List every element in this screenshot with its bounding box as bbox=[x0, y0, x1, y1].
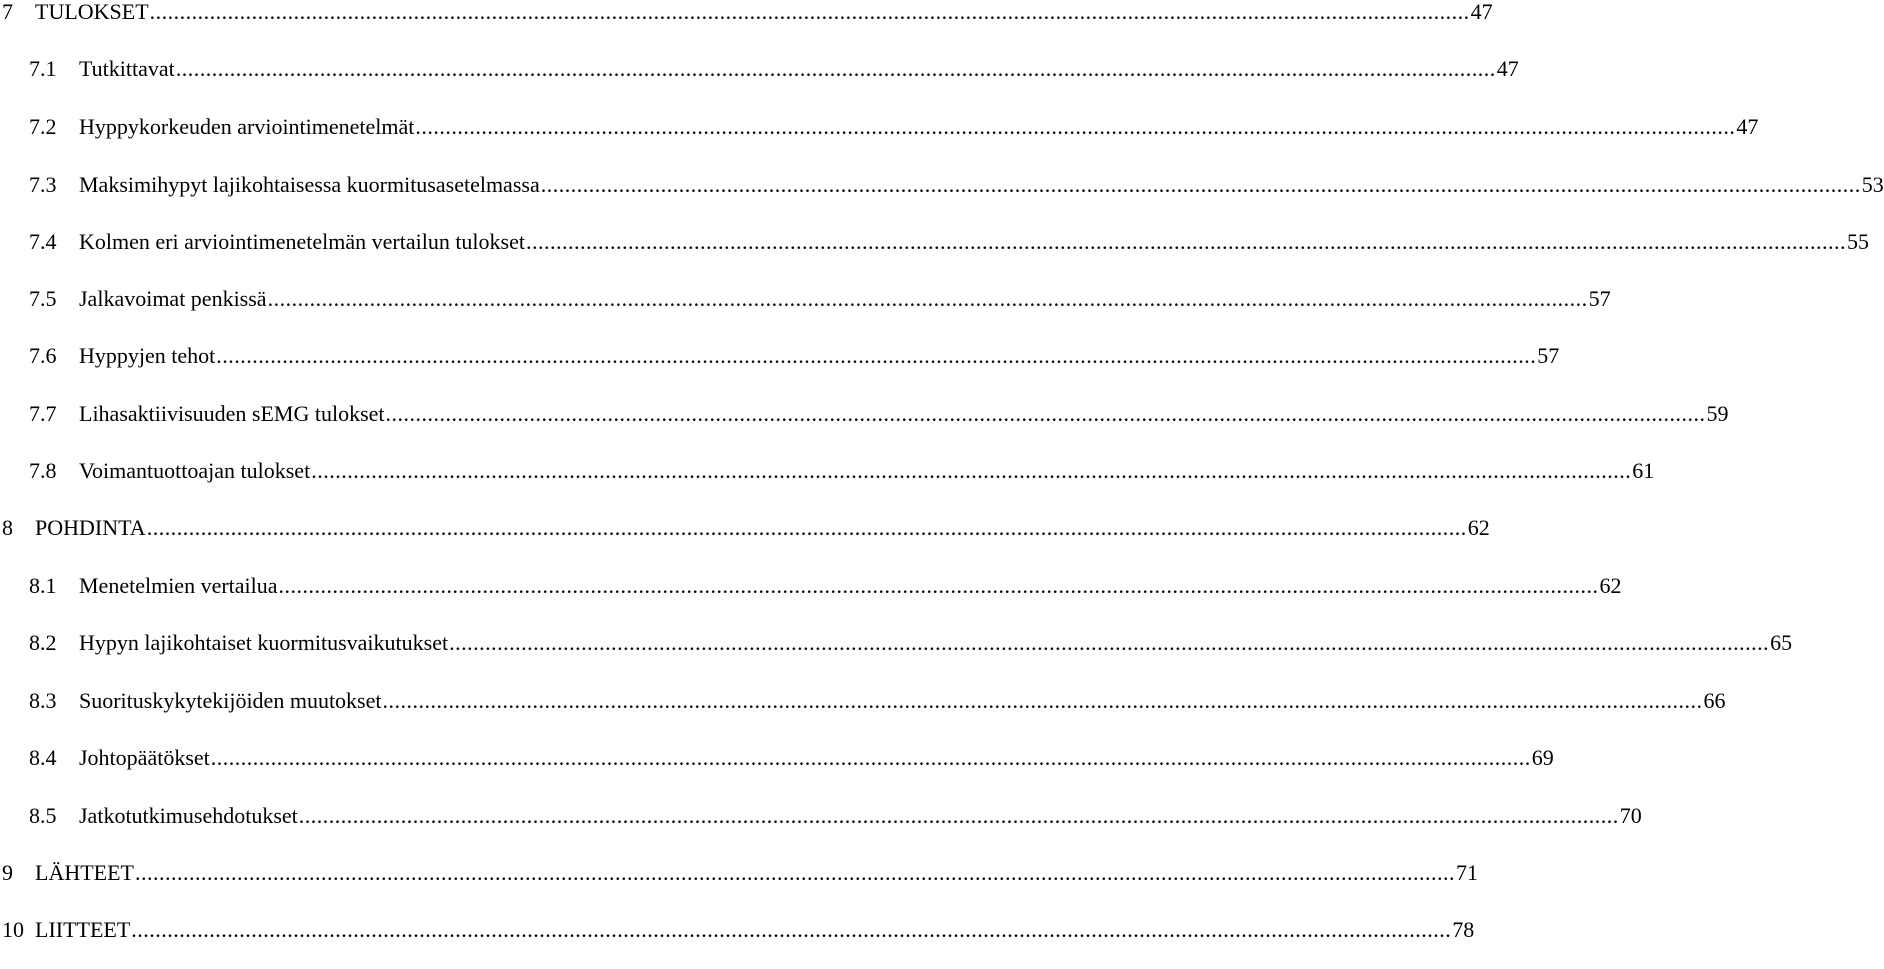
toc-entry-page: 59 bbox=[1706, 401, 1729, 426]
dot-leader: ............................................................................................................................................................................................................................ bbox=[131, 917, 1452, 942]
toc-entry-number: 7.2 bbox=[29, 114, 57, 139]
toc-entry-title: POHDINTA bbox=[35, 515, 146, 540]
toc-entry-page: 69 bbox=[1531, 745, 1554, 770]
toc-entry-page: 53 bbox=[1861, 172, 1884, 197]
toc-entry-page: 47 bbox=[1496, 56, 1519, 81]
toc-entry-number: 8.2 bbox=[29, 630, 57, 655]
toc-entry-title: Lihasaktiivisuuden sEMG tulokset bbox=[79, 401, 385, 426]
toc-entry-7-8[interactable] bbox=[0, 456, 1655, 486]
toc-entry-number: 8 bbox=[2, 515, 13, 540]
dot-leader: ............................................................................................................................................................................................................................ bbox=[134, 860, 1455, 885]
toc-entry-title: Suorituskykytekijöiden muutokset bbox=[79, 688, 382, 713]
dot-leader: ............................................................................................................................................................................................................................ bbox=[415, 114, 1736, 139]
toc-entry-number: 10 bbox=[2, 917, 24, 942]
toc-entry-number: 7.7 bbox=[29, 401, 57, 426]
toc-entry-title: Kolmen eri arviointimenetelmän vertailun tulokset bbox=[79, 229, 525, 254]
toc-entry-title: LIITTEET bbox=[35, 917, 131, 942]
toc-entry-8-2[interactable] bbox=[0, 628, 1793, 658]
toc-entry-number: 7.3 bbox=[29, 172, 57, 197]
toc-entry-title: Menetelmien vertailua bbox=[79, 573, 278, 598]
toc-entry-8-5[interactable] bbox=[0, 801, 1642, 831]
toc-entry-title: Tutkittavat bbox=[79, 56, 175, 81]
toc-entry-8-4[interactable] bbox=[0, 743, 1554, 773]
toc-entry-7-5[interactable] bbox=[0, 284, 1611, 314]
toc-entry-page: 62 bbox=[1467, 515, 1490, 540]
toc-entry-page: 70 bbox=[1619, 803, 1642, 828]
toc-entry-page: 55 bbox=[1846, 229, 1869, 254]
toc-entry-page: 57 bbox=[1588, 286, 1611, 311]
dot-leader: ............................................................................................................................................................................................................................ bbox=[311, 458, 1632, 483]
toc-entry-7-4[interactable] bbox=[0, 227, 1869, 257]
dot-leader: ............................................................................................................................................................................................................................ bbox=[525, 229, 1846, 254]
dot-leader: ............................................................................................................................................................................................................................ bbox=[449, 630, 1770, 655]
toc-entry-title: Jalkavoimat penkissä bbox=[79, 286, 267, 311]
toc-entry-number: 8.4 bbox=[29, 745, 57, 770]
toc-entry-number: 7.1 bbox=[29, 56, 57, 81]
toc-entry-title: Jatkotutkimusehdotukset bbox=[79, 803, 298, 828]
toc-entry-number: 8.5 bbox=[29, 803, 57, 828]
toc-entry-10[interactable] bbox=[0, 915, 1475, 945]
toc-entry-title: Johtopäätökset bbox=[79, 745, 210, 770]
dot-leader: ............................................................................................................................................................................................................................ bbox=[149, 0, 1470, 24]
toc-entry-title: TULOKSET bbox=[35, 0, 149, 24]
toc-entry-number: 7.8 bbox=[29, 458, 57, 483]
dot-leader: ............................................................................................................................................................................................................................ bbox=[146, 515, 1467, 540]
toc-entry-page: 62 bbox=[1599, 573, 1622, 598]
toc-entry-7-1[interactable] bbox=[0, 54, 1519, 84]
dot-leader: ............................................................................................................................................................................................................................ bbox=[278, 573, 1599, 598]
toc-entry-9[interactable] bbox=[0, 858, 1478, 888]
toc-entry-page: 47 bbox=[1736, 114, 1759, 139]
toc-entry-number: 9 bbox=[2, 860, 13, 885]
toc-entry-page: 65 bbox=[1770, 630, 1793, 655]
dot-leader: ............................................................................................................................................................................................................................ bbox=[267, 286, 1588, 311]
toc-entry-page: 78 bbox=[1452, 917, 1475, 942]
dot-leader: ............................................................................................................................................................................................................................ bbox=[298, 803, 1619, 828]
toc-entry-number: 7.5 bbox=[29, 286, 57, 311]
dot-leader: ............................................................................................................................................................................................................................ bbox=[216, 343, 1537, 368]
toc-entry-number: 8.1 bbox=[29, 573, 57, 598]
toc-entry-number: 7.6 bbox=[29, 343, 57, 368]
toc-entry-8-3[interactable] bbox=[0, 686, 1726, 716]
toc-entry-7[interactable] bbox=[0, 0, 1493, 27]
toc-entry-7-6[interactable] bbox=[0, 341, 1560, 371]
toc-entry-7-7[interactable] bbox=[0, 399, 1729, 429]
toc-entry-page: 57 bbox=[1537, 343, 1560, 368]
toc-entry-number: 8.3 bbox=[29, 688, 57, 713]
toc-entry-title: Hyppykorkeuden arviointimenetelmät bbox=[79, 114, 415, 139]
toc-entry-title: Maksimihypyt lajikohtaisessa kuormitusasetelmassa bbox=[79, 172, 540, 197]
toc-entry-page: 61 bbox=[1632, 458, 1655, 483]
dot-leader: ............................................................................................................................................................................................................................ bbox=[175, 56, 1496, 81]
toc-entry-number: 7.4 bbox=[29, 229, 57, 254]
dot-leader: ............................................................................................................................................................................................................................ bbox=[382, 688, 1703, 713]
toc-entry-8[interactable] bbox=[0, 513, 1490, 543]
toc-entry-7-2[interactable] bbox=[0, 112, 1759, 142]
toc-entry-page: 66 bbox=[1703, 688, 1726, 713]
toc-entry-page: 47 bbox=[1470, 0, 1493, 24]
dot-leader: ............................................................................................................................................................................................................................ bbox=[385, 401, 1706, 426]
dot-leader: ............................................................................................................................................................................................................................ bbox=[540, 172, 1861, 197]
toc-entry-8-1[interactable] bbox=[0, 571, 1622, 601]
toc-entry-title: Hypyn lajikohtaiset kuormitusvaikutukset bbox=[79, 630, 449, 655]
toc-entry-number: 7 bbox=[2, 0, 13, 24]
toc-entry-title: Hyppyjen tehot bbox=[79, 343, 216, 368]
toc-entry-title: Voimantuottoajan tulokset bbox=[79, 458, 311, 483]
dot-leader: ............................................................................................................................................................................................................................ bbox=[210, 745, 1531, 770]
toc-entry-page: 71 bbox=[1455, 860, 1478, 885]
toc-entry-7-3[interactable] bbox=[0, 170, 1884, 200]
toc-entry-title: LÄHTEET bbox=[35, 860, 134, 885]
